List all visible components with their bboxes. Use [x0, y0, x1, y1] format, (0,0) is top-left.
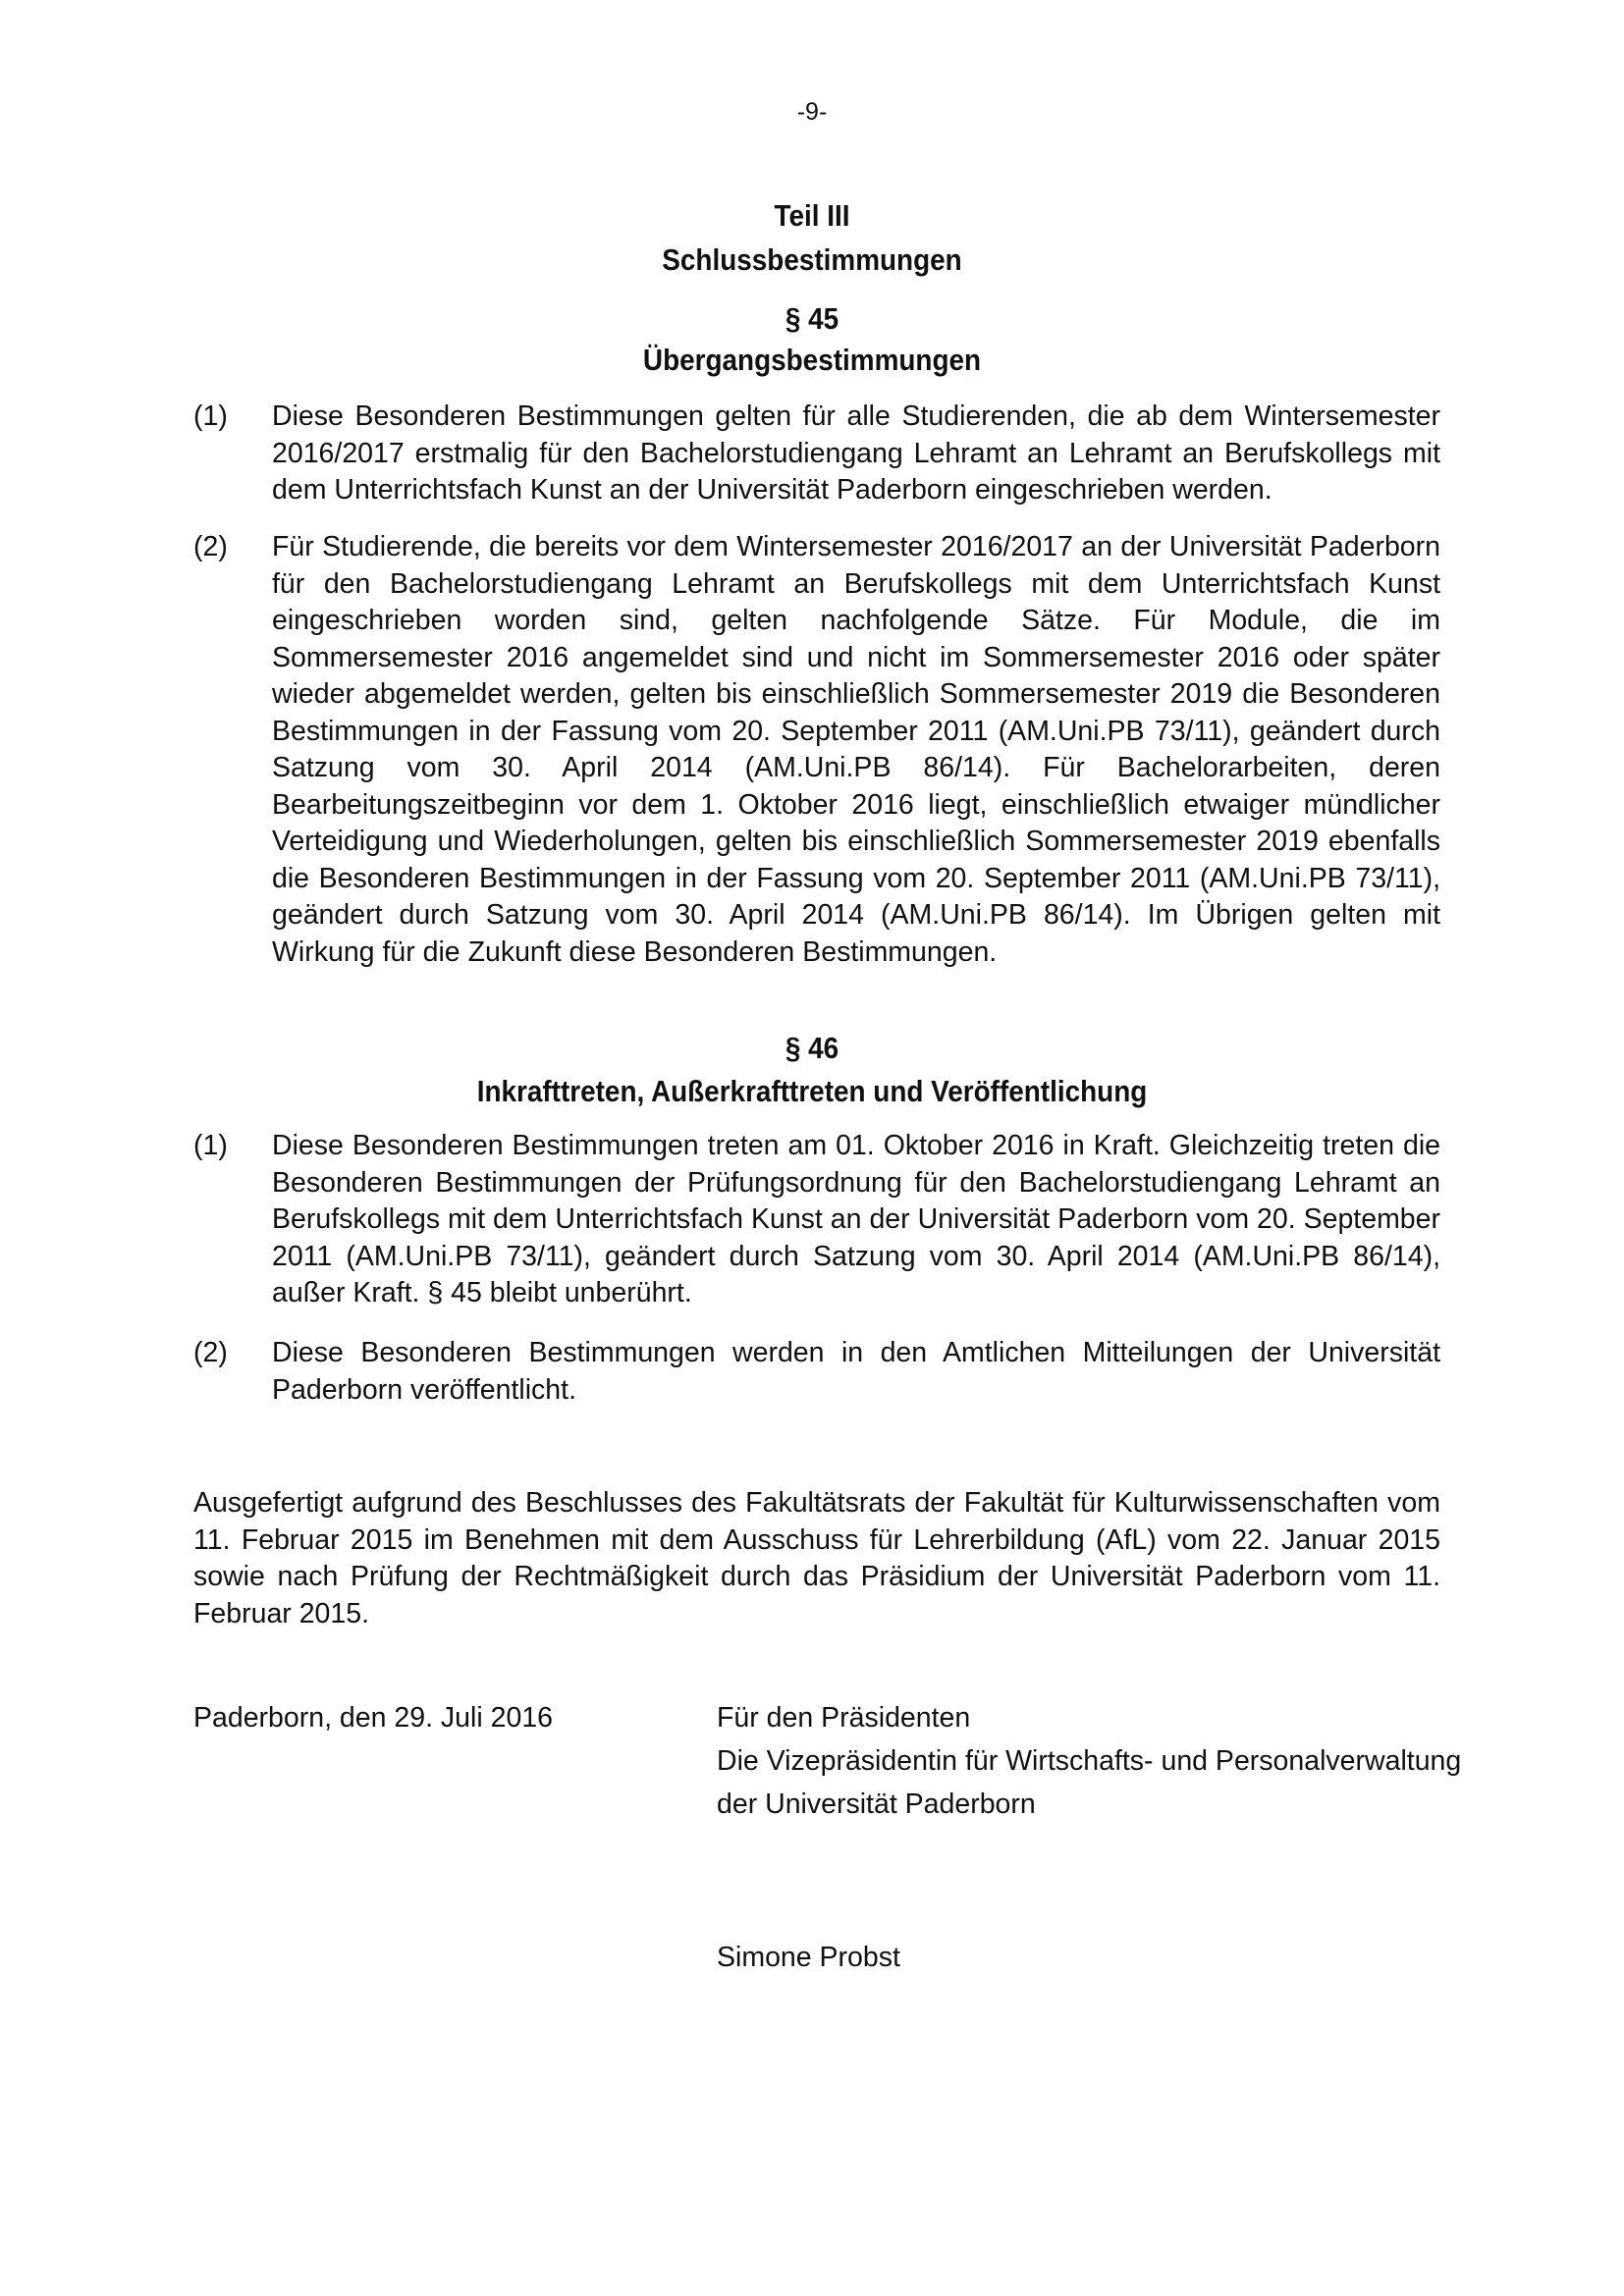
section-45-number: § 45	[785, 301, 839, 336]
part-title: Teil III	[774, 198, 850, 233]
signature-line-2: Die Vizepräsidentin für Wirtschafts- und Personalverwaltung	[717, 1745, 1462, 1777]
page-number: -9-	[796, 98, 828, 126]
signature-line-1: Für den Präsidenten	[717, 1702, 971, 1734]
paragraph-text: Diese Besonderen Bestimmungen gelten für alle Studierenden, die ab dem Wintersemester 2016/2017 erstmalig für den Bachelorstudiengang Lehramt an Lehramt an Berufskollegs mit dem Unterrichtsfach Kunst an der Universität Paderborn eingeschrieben werden.	[272, 400, 1440, 506]
signature-line-3: der Universität Paderborn	[717, 1789, 1036, 1820]
section-46-number: § 46	[785, 1031, 839, 1065]
section-46-paragraph-1	[193, 1128, 1440, 1312]
paragraph-number: (2)	[193, 531, 228, 562]
paragraph-number: (1)	[193, 400, 228, 432]
signature-block	[717, 1696, 1461, 1826]
paragraph-text: Diese Besonderen Bestimmungen treten am 01. Oktober 2016 in Kraft. Gleichzeitig treten die Besonderen Bestimmungen der Prüfungsordnung für den Bachelorstudiengang Lehramt an Berufskollegs mit dem Unterrichtsfach Kunst an der Universität Paderborn vom 20. September 2011 (AM.Uni.PB 73/11), geändert durch Satzung vom 30. April 2014 (AM.Uni.PB 86/14), außer Kraft. § 45 bleibt unberührt.	[272, 1130, 1440, 1308]
part-subtitle: Schlussbestimmungen	[662, 242, 962, 277]
section-46-title: Inkrafttreten, Außerkrafttreten und Veröffentlichung	[476, 1074, 1148, 1108]
paragraph-number: (1)	[193, 1130, 228, 1161]
place-date: Paderborn, den 29. Juli 2016	[193, 1702, 554, 1734]
paragraph-text: Diese Besonderen Bestimmungen werden in den Amtlichen Mitteilungen der Universität Paderborn veröffentlicht.	[272, 1337, 1440, 1406]
signatory-name: Simone Probst	[717, 1942, 900, 1973]
section-45-paragraph-2	[193, 529, 1440, 971]
paragraph-number: (2)	[193, 1337, 228, 1368]
section-45-paragraph-1	[193, 399, 1440, 509]
closing-text: Ausgefertigt aufgrund des Beschlusses des Fakultätsrats der Fakultät für Kulturwissenschaften vom 11. Februar 2015 im Benehmen mit dem Ausschuss für Lehrerbildung (AfL) vom 22. Januar 2015 sowie nach Prüfung der Rechtmäßigkeit durch das Präsidium der Universität Paderborn vom 11. Februar 2015.	[193, 1487, 1440, 1629]
section-46-paragraph-2	[193, 1335, 1440, 1409]
paragraph-text: Für Studierende, die bereits vor dem Wintersemester 2016/2017 an der Universität Paderborn für den Bachelorstudiengang Lehramt an Berufskollegs mit dem Unterrichtsfach Kunst eingeschrieben worden sind, gelten nachfolgende Sätze. Für Module, die im Sommersemester 2016 angemeldet sind und nicht im Sommersemester 2016 oder später wieder abgemeldet werden, gelten bis einschließlich Sommersemester 2019 die Besonderen Bestimmungen in der Fassung vom 20. September 2011 (AM.Uni.PB 73/11), geändert durch Satzung vom 30. April 2014 (AM.Uni.PB 86/14). Für Bachelorarbeiten, deren Bearbeitungszeitbeginn vor dem 1. Oktober 2016 liegt, einschließlich etwaiger mündlicher Verteidigung und Wiederholungen, gelten bis einschließlich Sommersemester 2019 ebenfalls die Besonderen Bestimmungen in der Fassung vom 20. September 2011 (AM.Uni.PB 73/11), geändert durch Satzung vom 30. April 2014 (AM.Uni.PB 86/14). Im Übrigen gelten mit Wirkung für die Zukunft diese Besonderen Bestimmungen.	[272, 531, 1440, 968]
section-45-title: Übergangsbestimmungen	[642, 343, 982, 377]
